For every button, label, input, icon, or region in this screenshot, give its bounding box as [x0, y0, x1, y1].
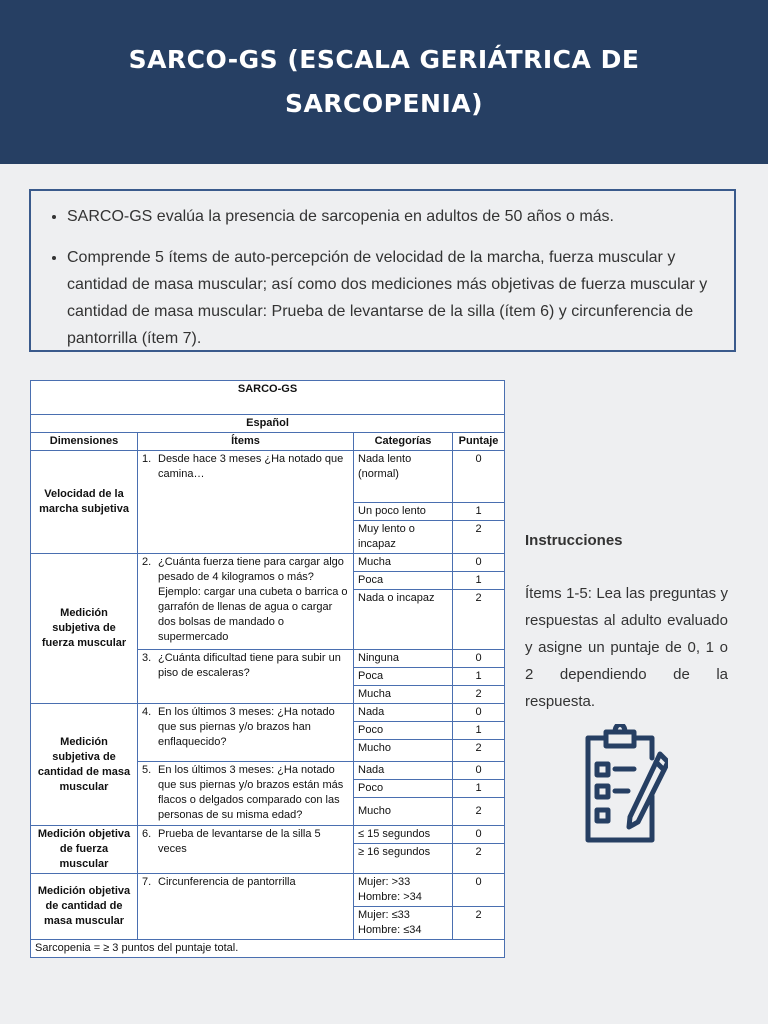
item-text: Circunferencia de pantorrilla — [158, 876, 296, 888]
item-number: 6. — [142, 828, 152, 840]
category-cell: Nada lento (normal) — [354, 451, 453, 503]
category-cell: Mucha — [354, 554, 453, 572]
item-number: 4. — [142, 706, 152, 718]
category-cell: Ninguna — [354, 650, 453, 668]
table-language: Español — [31, 415, 505, 433]
header-score: Puntaje — [453, 433, 505, 451]
item-number: 5. — [142, 764, 152, 776]
score-cell: 2 — [453, 907, 505, 940]
score-cell: 2 — [453, 590, 505, 650]
item-text: En los últimos 3 meses: ¿Ha notado que sus piernas y/o brazos están más flacos o delgados comparado con las personas de su misma edad? — [158, 764, 344, 821]
header-banner — [0, 0, 768, 164]
item-cell — [138, 704, 354, 762]
score-cell: 2 — [453, 740, 505, 762]
score-cell: 2 — [453, 686, 505, 704]
dimension-cell: Medición subjetiva de cantidad de masa muscular — [31, 704, 138, 826]
sarco-gs-table — [30, 380, 505, 958]
item-cell — [138, 826, 354, 874]
intro-list — [31, 191, 734, 352]
category-line: Mujer: >33 — [358, 876, 411, 888]
dimension-cell: Velocidad de la marcha subjetiva — [31, 451, 138, 554]
category-line: Hombre: >34 — [358, 891, 422, 903]
item-cell — [138, 554, 354, 650]
intro-box — [29, 189, 736, 352]
instructions-title: Instrucciones — [525, 532, 623, 549]
category-line: Mujer: ≤33 — [358, 909, 410, 921]
instructions-text: Ítems 1-5: Lea las preguntas y respuestas al adulto evaluado y asigne un puntaje de 0, 1 o 2 dependiendo de la respuesta. — [525, 585, 728, 710]
dimension-cell: Medición objetiva de cantidad de masa muscular — [31, 874, 138, 940]
score-cell: 1 — [453, 722, 505, 740]
score-cell: 2 — [453, 521, 505, 554]
table-footer: Sarcopenia = ≥ 3 puntos del puntaje total. — [31, 940, 505, 958]
category-cell: Mucho — [354, 798, 453, 826]
header-categories: Categorías — [354, 433, 453, 451]
category-cell — [354, 874, 453, 907]
score-cell: 1 — [453, 503, 505, 521]
category-cell: Poca — [354, 572, 453, 590]
item-number: 3. — [142, 652, 152, 664]
category-cell: Nada — [354, 762, 453, 780]
category-cell: Un poco lento — [354, 503, 453, 521]
score-cell: 0 — [453, 554, 505, 572]
intro-bullet: • SARCO-GS evalúa la presencia de sarcopenia en adultos de 50 años o más. — [67, 203, 714, 230]
category-cell: Poca — [354, 668, 453, 686]
item-text: Desde hace 3 meses ¿Ha notado que camina… — [158, 453, 344, 480]
dimension-cell: Medición subjetiva de fuerza muscular — [31, 554, 138, 704]
score-cell: 0 — [453, 874, 505, 907]
header-items: Ítems — [138, 433, 354, 451]
score-cell: 0 — [453, 704, 505, 722]
score-cell: 1 — [453, 572, 505, 590]
item-text: Prueba de levantarse de la silla 5 veces — [158, 828, 321, 855]
category-cell: Muy lento o incapaz — [354, 521, 453, 554]
clipboard-checklist-icon — [582, 724, 668, 851]
intro-bullet: • Comprende 5 ítems de auto-percepción de velocidad de la marcha, fuerza muscular y cantidad de masa muscular; así como dos mediciones más objetivas de fuerza muscular y cantidad de masa muscular: Prueba de levantarse de la silla (ítem 6) y circunferencia de pantorrilla (ítem 7). — [67, 244, 714, 352]
category-cell: ≤ 15 segundos — [354, 826, 453, 844]
category-cell: Poco — [354, 780, 453, 798]
score-cell: 0 — [453, 826, 505, 844]
item-text: ¿Cuánta dificultad tiene para subir un piso de escaleras? — [158, 652, 341, 679]
item-number: 1. — [142, 453, 152, 465]
category-cell: Poco — [354, 722, 453, 740]
category-line: Hombre: ≤34 — [358, 924, 422, 936]
dimension-cell: Medición objetiva de fuerza muscular — [31, 826, 138, 874]
header-dimensions: Dimensiones — [31, 433, 138, 451]
item-text: En los últimos 3 meses: ¿Ha notado que sus piernas y/o brazos han enflaquecido? — [158, 706, 335, 748]
page-title: SARCO-GS (ESCALA GERIÁTRICA DE SARCOPENIA) — [128, 45, 640, 118]
category-cell: Nada o incapaz — [354, 590, 453, 650]
item-text: ¿Cuánta fuerza tiene para cargar algo pesado de 4 kilogramos o más? Ejemplo: cargar una cubeta o barrica o garrafón de llenas de agua o cargar dos bolsas de mandado o supermercado — [158, 556, 348, 643]
score-cell: 1 — [453, 780, 505, 798]
item-cell — [138, 762, 354, 826]
item-cell — [138, 451, 354, 554]
score-cell: 0 — [453, 650, 505, 668]
category-cell: ≥ 16 segundos — [354, 844, 453, 874]
category-cell: Nada — [354, 704, 453, 722]
score-cell: 2 — [453, 844, 505, 874]
table-title: SARCO-GS — [31, 381, 505, 415]
item-number: 2. — [142, 556, 152, 568]
category-cell: Mucho — [354, 740, 453, 762]
item-number: 7. — [142, 876, 152, 888]
item-cell — [138, 650, 354, 704]
category-cell: Mucha — [354, 686, 453, 704]
score-cell: 1 — [453, 668, 505, 686]
score-cell: 2 — [453, 798, 505, 826]
category-cell — [354, 907, 453, 940]
item-cell — [138, 874, 354, 940]
score-cell: 0 — [453, 762, 505, 780]
score-cell: 0 — [453, 451, 505, 503]
